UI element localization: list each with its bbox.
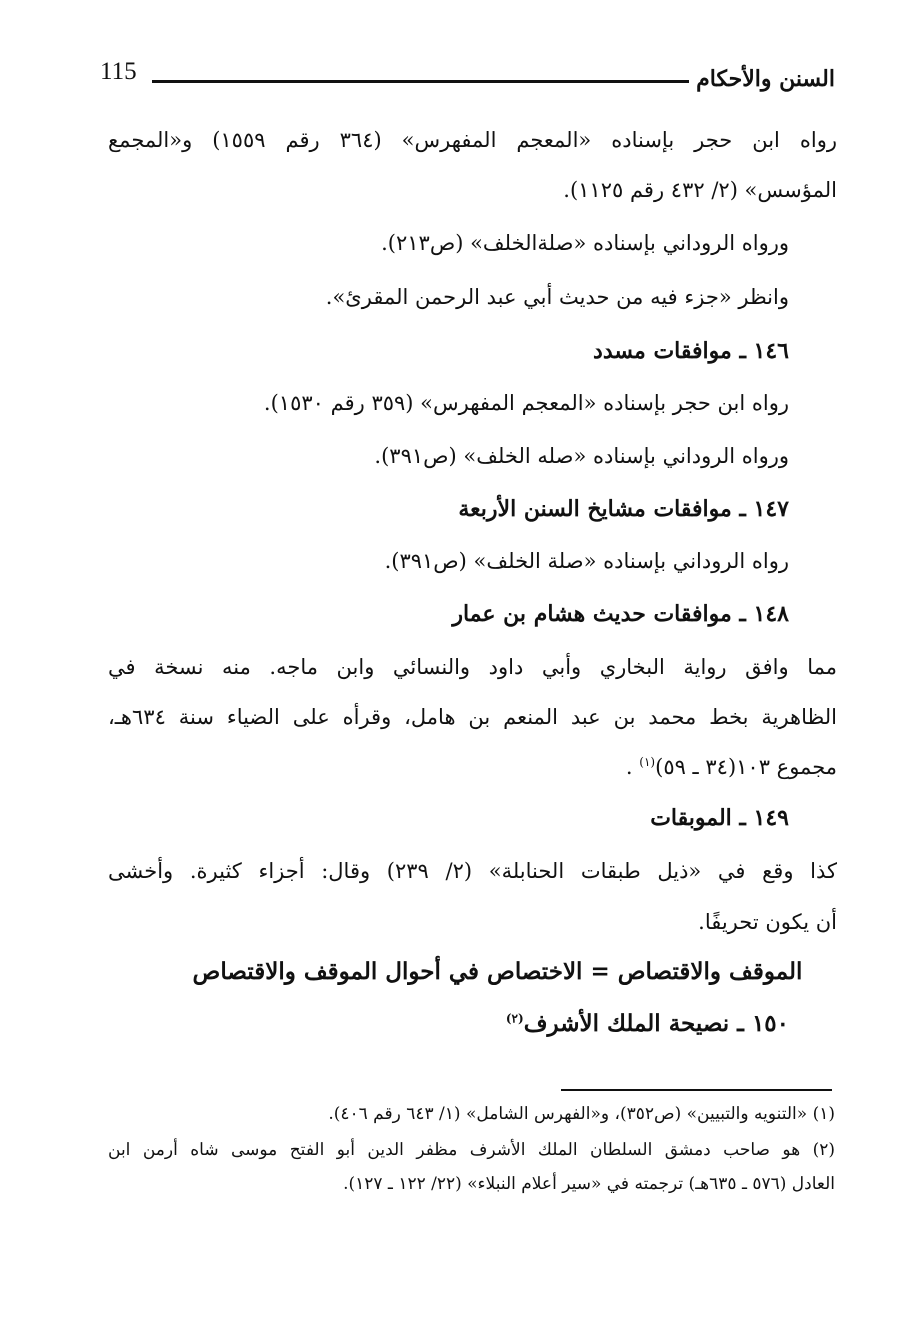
page-number: 115: [100, 58, 137, 85]
footnote-separator: [561, 1089, 832, 1091]
entry-heading-149: ١٤٩ ـ الموبقات: [650, 805, 789, 831]
footnote-2-line: (٢) هو صاحب دمشق السلطان الملك الأشرف مظفر الدين أبو الفتح موسى شاه أرمن ابن: [108, 1140, 835, 1160]
paragraph-line: رواه الروداني بإسناده «صلة الخلف» (ص٣٩١).: [384, 549, 789, 573]
footnote-ref: (١): [639, 755, 656, 769]
entry-heading-146: ١٤٦ ـ موافقات مسدد: [593, 338, 789, 364]
paragraph-line: ورواه الروداني بإسناده «صله الخلف» (ص٣٩١).: [374, 444, 789, 468]
paragraph-line: كذا وقع في «ذيل طبقات الحنابلة» (٢/ ٢٣٩) وقال: أجزاء كثيرة. وأخشى: [108, 859, 837, 883]
paragraph-text: مجموع ١٠٣(٣٤ ـ ٥٩): [655, 755, 837, 779]
paragraph-line: ورواه الروداني بإسناده «صلةالخلف» (ص٢١٣).: [381, 231, 789, 255]
paragraph-line: مما وافق رواية البخاري وأبي داود والنسائي وابن ماجه. منه نسخة في: [108, 655, 837, 679]
paragraph-line: أن يكون تحريفًا.: [698, 910, 837, 934]
heading-text: ١٥٠ ـ نصيحة الملك الأشرف: [523, 1010, 789, 1037]
entry-heading-150: [506, 1010, 789, 1037]
paragraph-line: [626, 755, 837, 779]
footnote-ref: (٢): [505, 1011, 524, 1026]
footnote-2-line: العادل (٥٧٦ ـ ٦٣٥هـ) ترجمته في «سير أعلام النبلاء» (٢٢/ ١٢٢ ـ ١٢٧).: [343, 1174, 835, 1194]
header-rule: [152, 80, 689, 83]
paragraph-line: رواه ابن حجر بإسناده «المعجم المفهرس» (٣٥٩ رقم ١٥٣٠).: [263, 391, 789, 415]
cross-reference-heading: الموقف والاقتصاص = الاختصاص في أحوال الموقف والاقتصاص: [192, 958, 803, 985]
running-header-title: السنن والأحكام: [696, 66, 835, 92]
paragraph-line: الظاهرية بخط محمد بن عبد المنعم بن هامل، وقرأه على الضياء سنة ٦٣٤هـ،: [108, 705, 837, 729]
paragraph-line: المؤسس» (٢/ ٤٣٢ رقم ١١٢٥).: [563, 178, 837, 202]
entry-heading-147: ١٤٧ ـ موافقات مشايخ السنن الأربعة: [458, 496, 789, 522]
paragraph-line: رواه ابن حجر بإسناده «المعجم المفهرس» (٣٦٤ رقم ١٥٥٩) و«المجمع: [108, 128, 837, 152]
entry-heading-148: ١٤٨ ـ موافقات حديث هشام بن عمار: [452, 601, 789, 627]
paragraph-text: .: [625, 755, 640, 779]
footnote-1: (١) «التنويه والتبيين» (ص٣٥٢)، و«الفهرس الشامل» (١/ ٦٤٣ رقم ٤٠٦).: [328, 1104, 835, 1124]
paragraph-line: وانظر «جزء فيه من حديث أبي عبد الرحمن المقرئ».: [325, 285, 789, 309]
